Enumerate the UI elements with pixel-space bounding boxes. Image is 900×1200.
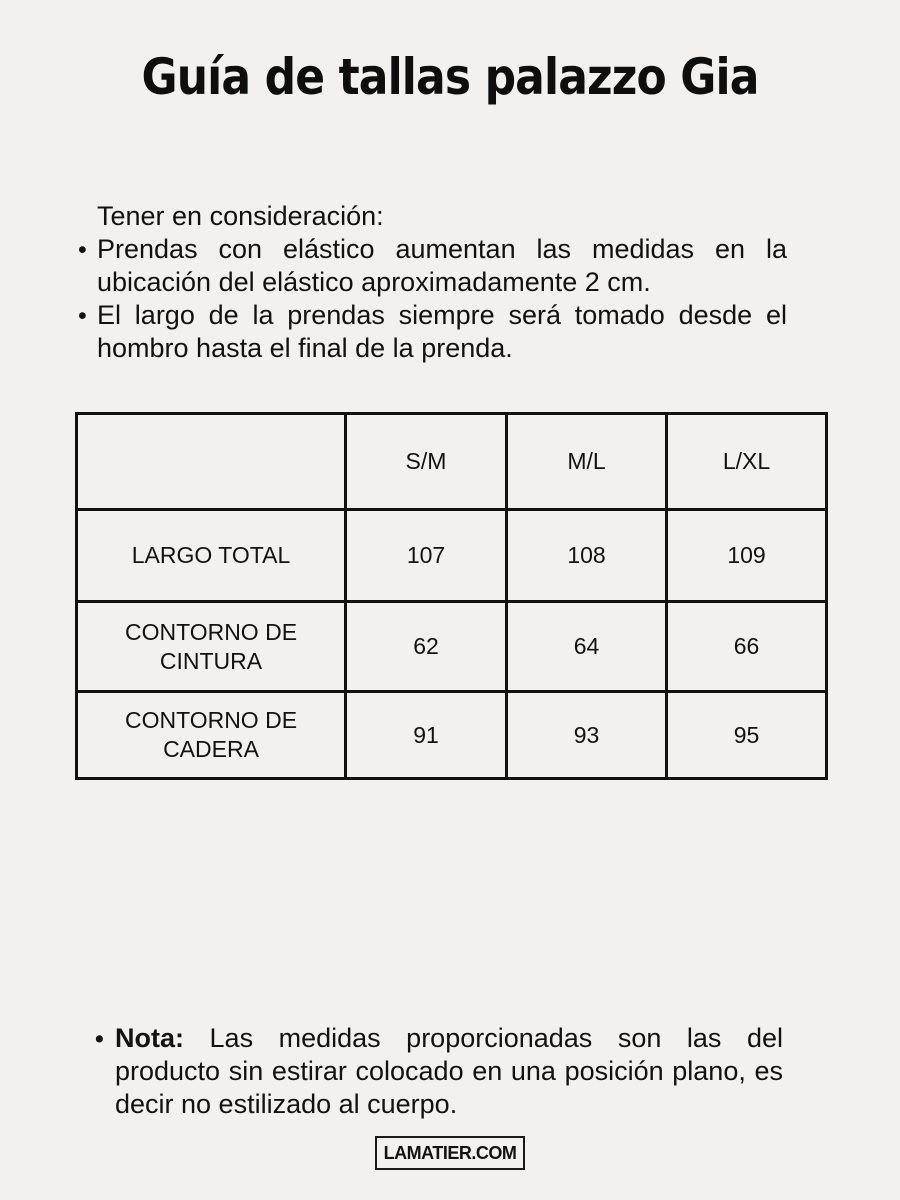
cell-value: 95 (667, 692, 827, 779)
considerations-section (78, 200, 787, 365)
cell-value: 62 (346, 602, 507, 692)
row-label: CONTORNO DE CINTURA (77, 602, 346, 692)
note-text (95, 1022, 783, 1121)
considerations-list (78, 233, 787, 365)
cell-value: 64 (507, 602, 667, 692)
page-title: Guía de tallas palazzo Gia (141, 48, 759, 106)
table-row-largo-total (77, 510, 827, 602)
considerations-heading: Tener en consideración: (97, 201, 384, 231)
header-cell-empty (77, 414, 346, 510)
row-label: CONTORNO DE CADERA (77, 692, 346, 779)
header-cell-size-ml: M/L (507, 414, 667, 510)
cell-value: 109 (667, 510, 827, 602)
table-row-contorno-cadera (77, 692, 827, 779)
cell-value: 93 (507, 692, 667, 779)
cell-value: 108 (507, 510, 667, 602)
table-header-row (77, 414, 827, 510)
consideration-item: • El largo de la prendas siempre será tomado desde el hombro hasta el final de la prenda. (78, 299, 787, 365)
cell-value: 66 (667, 602, 827, 692)
consideration-item: • Prendas con elástico aumentan las medidas en la ubicación del elástico aproximadamente 2 cm. (78, 233, 787, 299)
table-row-contorno-cintura (77, 602, 827, 692)
brand-box (375, 1136, 525, 1170)
row-label: LARGO TOTAL (77, 510, 346, 602)
header-cell-size-lxl: L/XL (667, 414, 827, 510)
header-cell-size-sm: S/M (346, 414, 507, 510)
note-section (95, 1022, 783, 1121)
note-label: Nota: (115, 1023, 184, 1053)
note-body: Las medidas proporcionadas son las del producto sin estirar colocado en una posición plano, es decir no estilizado al cuerpo. (115, 1023, 783, 1119)
size-guide-table (75, 412, 828, 780)
cell-value: 91 (346, 692, 507, 779)
cell-value: 107 (346, 510, 507, 602)
brand-text: LAMATIER.COM (383, 1142, 517, 1163)
